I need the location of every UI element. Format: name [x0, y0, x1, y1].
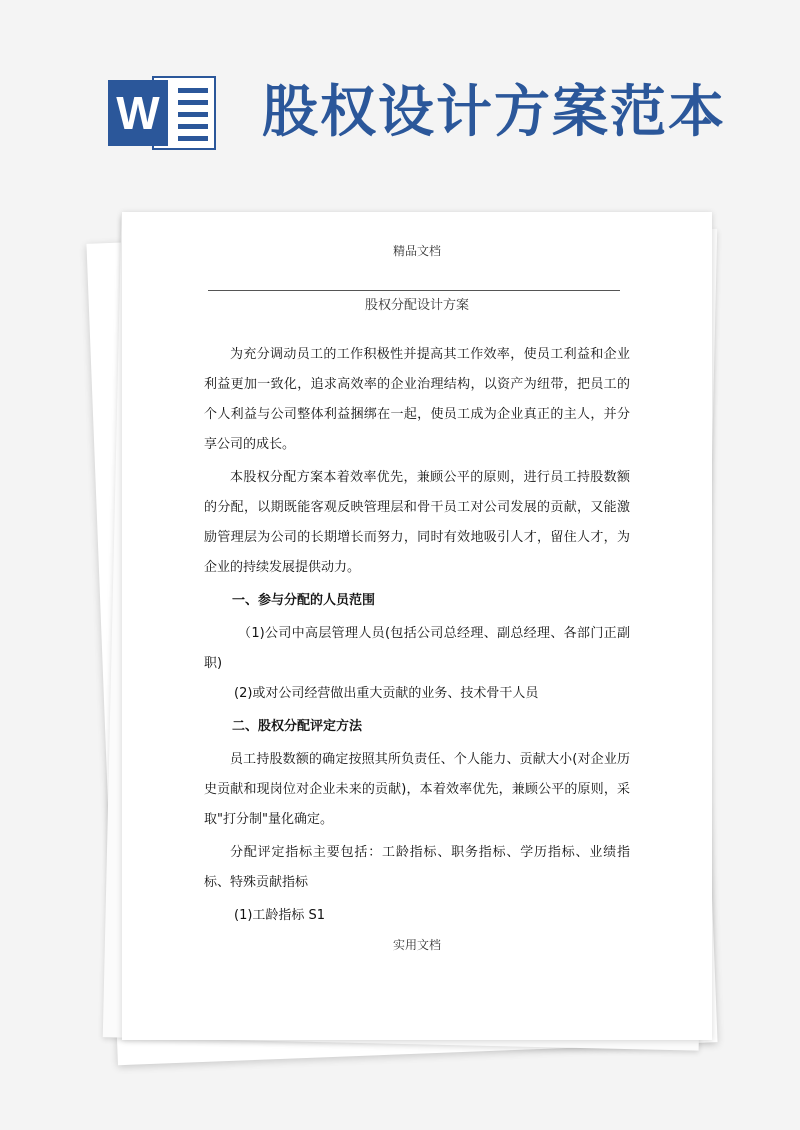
paragraph-principle: 本股权分配方案本着效率优先，兼顾公平的原则，进行员工持股数额的分配，以期既能客观反映管理层和骨干员工对公司发展的贡献，又能激励管理层为公司的长期增长而努力，同时有效地吸引人才，留住人才，为企业的持续发展提供动力。 — [204, 470, 630, 575]
heading-method: 二、股权分配评定方法 — [232, 719, 363, 734]
list-item: （1)公司中高层管理人员(包括公司总经理、副总经理、各部门正副职) — [204, 626, 630, 671]
document-body — [204, 340, 630, 931]
section-title: 股权分配设计方案 — [364, 298, 469, 313]
word-logo — [108, 72, 216, 154]
header-divider — [208, 290, 620, 291]
paragraph-method: 员工持股数额的确定按照其所负责任、个人能力、贡献大小(对企业历史贡献和现岗位对企业未来的贡献)，本着效率优先，兼顾公平的原则，采取"打分制"量化确定。 — [204, 752, 630, 827]
list-item: (2)或对公司经营做出重大贡献的业务、技术骨干人员 — [234, 686, 539, 701]
page-footer: 实用文档 — [392, 938, 441, 952]
list-item: (1)工龄指标 S1 — [234, 908, 326, 923]
word-icon: W — [108, 80, 168, 146]
page-header: 精品文档 — [392, 244, 441, 258]
heading-scope: 一、参与分配的人员范围 — [232, 593, 376, 608]
paragraph-indicators: 分配评定指标主要包括：工龄指标、职务指标、学历指标、业绩指标、特殊贡献指标 — [204, 845, 630, 890]
banner-title: 股权设计方案范本 — [262, 79, 726, 145]
paragraph-intro: 为充分调动员工的工作积极性并提高其工作效率，使员工利益和企业利益更加一致化，追求高效率的企业治理结构，以资产为纽带，把员工的个人利益与公司整体利益捆绑在一起，使员工成为企业真正的主人，并分享公司的成长。 — [204, 347, 630, 452]
document-page — [122, 212, 712, 1040]
